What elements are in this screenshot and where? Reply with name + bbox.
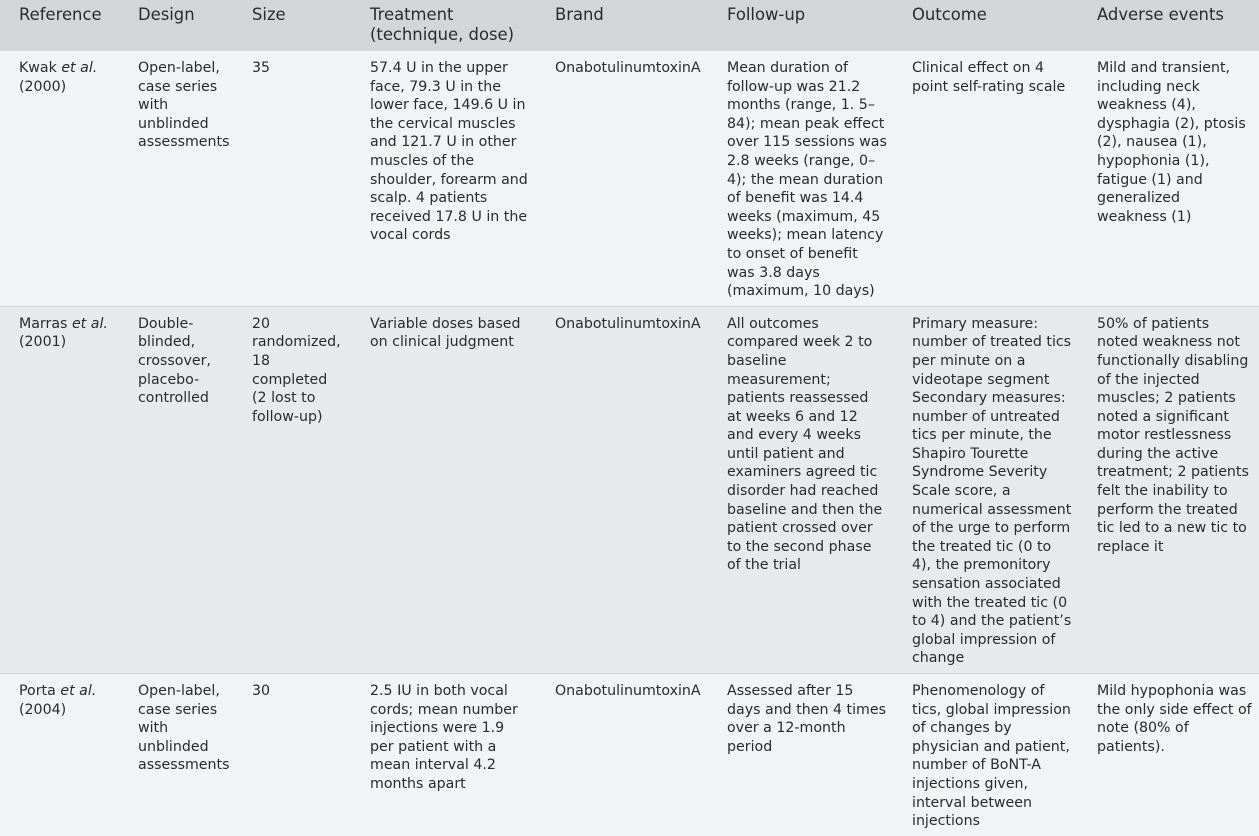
cell-adverse-events: Mild and transient, including neck weakness (4), dysphagia (2), ptosis (2), nausea (1), hypophonia (1), fatigue (1) and generalized weakness (1) (1078, 51, 1259, 306)
cell-treatment: 2.5 IU in both vocal cords; mean number injections were 1.9 per patient with a mean interval 4.2 months apart (351, 674, 536, 836)
cell-treatment: Variable doses based on clinical judgment (351, 306, 536, 673)
reference-author: Kwak (19, 60, 62, 76)
reference-etal: et al. (61, 60, 98, 76)
cell-treatment: 57.4 U in the upper face, 79.3 U in the lower face, 149.6 U in the cervical muscles and 121.7 U in other muscles of the shoulder, forearm and scalp. 4 patients received 17.8 U in the vocal cords (351, 51, 536, 306)
header-row (0, 0, 1259, 51)
cell-brand: OnabotulinumtoxinA (536, 51, 708, 306)
cell-follow-up: Assessed after 15 days and then 4 times over a 12-month period (708, 674, 893, 836)
header-reference: Reference (0, 0, 119, 51)
reference-year: (2004) (19, 701, 67, 718)
reference-author: Porta (19, 683, 61, 699)
cell-adverse-events: 50% of patients noted weakness not functionally disabling of the injected muscles; 2 patients noted a significant motor restlessness during the active treatment; 2 patients felt the inability to perform the treated tic led to a new tic to replace it (1078, 306, 1259, 673)
table-row (0, 674, 1259, 836)
table-row (0, 51, 1259, 306)
cell-brand: OnabotulinumtoxinA (536, 306, 708, 673)
header-brand: Brand (536, 0, 708, 51)
header-size: Size (233, 0, 351, 51)
header-outcome: Outcome (893, 0, 1078, 51)
cell-size: 20 randomized, 18 completed (2 lost to follow-up) (233, 306, 351, 673)
header-treatment: Treatment (technique, dose) (351, 0, 536, 51)
cell-size: 35 (233, 51, 351, 306)
cell-reference (0, 51, 119, 306)
cell-reference (0, 674, 119, 836)
cell-size: 30 (233, 674, 351, 836)
header-adverse-events: Adverse events (1078, 0, 1259, 51)
header-follow-up: Follow-up (708, 0, 893, 51)
cell-design: Open-label, case series with unblinded assessments (119, 51, 233, 306)
reference-etal: et al. (60, 683, 97, 699)
cell-outcome: Phenomenology of tics, global impression of changes by physician and patient, number of BoNT-A injections given, interval between injections (893, 674, 1078, 836)
reference-year: (2001) (19, 334, 67, 351)
header-design: Design (119, 0, 233, 51)
reference-year: (2000) (19, 78, 67, 95)
cell-design: Double-blinded, crossover, placebo-controlled (119, 306, 233, 673)
cell-adverse-events: Mild hypophonia was the only side effect of note (80% of patients). (1078, 674, 1259, 836)
cell-outcome: Clinical effect on 4 point self-rating scale (893, 51, 1078, 306)
table-row (0, 306, 1259, 673)
reference-etal: et al. (71, 315, 108, 332)
cell-design: Open-label, case series with unblinded assessments (119, 674, 233, 836)
cell-follow-up: All outcomes compared week 2 to baseline measurement; patients reassessed at weeks 6 and 12 and every 4 weeks until patient and examiners agreed tic disorder had reached baseline and then the patient crossed over to the second phase of the trial (708, 306, 893, 673)
cell-outcome: Primary measure: number of treated tics per minute on a videotape segment Secondary measures: number of untreated tics per minute, the Shapiro Tourette Syndrome Severity Scale score, a numerical assessment of the urge to perform the treated tic (0 to 4), the premonitory sensation associated with the treated tic (0 to 4) and the patient’s global impression of change (893, 306, 1078, 673)
cell-reference (0, 306, 119, 673)
cell-brand: OnabotulinumtoxinA (536, 674, 708, 836)
cell-follow-up: Mean duration of follow-up was 21.2 months (range, 1. 5–84); mean peak effect over 115 sessions was 2.8 weeks (range, 0–4); the mean duration of benefit was 14.4 weeks (maximum, 45 weeks); mean latency to onset of benefit was 3.8 days (maximum, 10 days) (708, 51, 893, 306)
reference-author: Marras (19, 315, 72, 332)
